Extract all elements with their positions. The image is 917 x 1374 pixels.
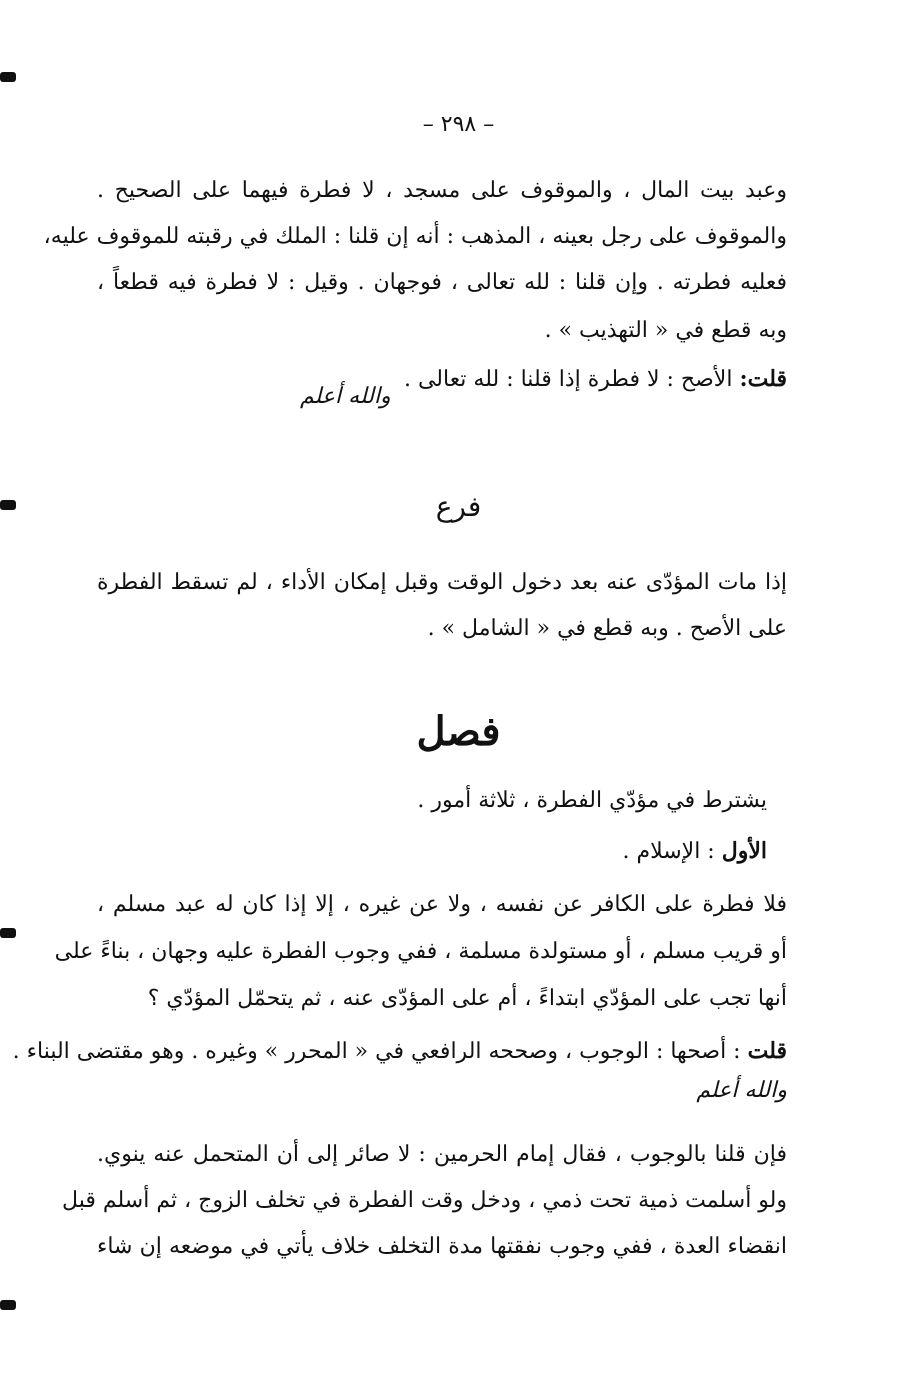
scan-edge-mark bbox=[0, 1300, 16, 1310]
section-heading-fasl: فصل bbox=[416, 708, 501, 755]
section-heading-far3: فرع bbox=[435, 490, 482, 523]
first-text: : الإسلام . bbox=[622, 839, 715, 864]
text-line: وعبد بيت المال ، والموقوف على مسجد ، لا فطرة فيهما على الصحيح . bbox=[97, 178, 787, 203]
qult-line bbox=[12, 1036, 787, 1066]
qult-text: الأصح : لا فطرة إذا قلنا : لله تعالى . bbox=[403, 367, 733, 392]
text-line: والموقوف على رجل بعينه ، المذهب : أنه إن قلنا : الملك في رقبته للموقوف عليه، bbox=[43, 224, 787, 249]
first-condition-line bbox=[77, 836, 767, 866]
text-line: أنها تجب على المؤدّي ابتداءً ، أم على المؤدّى عنه ، ثم يتحمّل المؤدّي ؟ bbox=[147, 986, 787, 1011]
text-line: وبه قطع في « التهذيب » . bbox=[544, 318, 787, 343]
text-line: ولو أسلمت ذمية تحت ذمي ، ودخل وقت الفطرة في تخلف الزوج ، ثم أسلم قبل bbox=[62, 1188, 787, 1213]
first-label: الأول bbox=[721, 838, 767, 864]
page-number: – ٢٩٨ – bbox=[422, 112, 495, 137]
scan-edge-mark bbox=[0, 928, 16, 938]
text-line: على الأصح . وبه قطع في « الشامل » . bbox=[427, 616, 787, 641]
qult-line bbox=[97, 364, 787, 394]
closing-formula: والله أعلم bbox=[300, 384, 391, 409]
text-line: يشترط في مؤدّي الفطرة ، ثلاثة أمور . bbox=[417, 788, 767, 813]
qult-label: قلت: bbox=[739, 366, 787, 392]
qult-label: قلت bbox=[747, 1038, 787, 1064]
closing-formula: والله أعلم bbox=[696, 1078, 787, 1103]
text-line: إذا مات المؤدّى عنه بعد دخول الوقت وقبل إمكان الأداء ، لم تسقط الفطرة bbox=[97, 570, 787, 595]
text-line: انقضاء العدة ، ففي وجوب نفقتها مدة التخلف خلاف يأتي في موضعه إن شاء bbox=[97, 1234, 787, 1259]
text-line: فعليه فطرته . وإن قلنا : لله تعالى ، فوجهان . وقيل : لا فطرة فيه قطعاً ، bbox=[97, 270, 787, 295]
scan-edge-mark bbox=[0, 72, 16, 82]
text-line: فلا فطرة على الكافر عن نفسه ، ولا عن غيره ، إلا إذا كان له عبد مسلم ، bbox=[97, 892, 787, 917]
text-line: أو قريب مسلم ، أو مستولدة مسلمة ، ففي وجوب الفطرة عليه وجهان ، بناءً على bbox=[54, 939, 787, 964]
text-line: فإن قلنا بالوجوب ، فقال إمام الحرمين : لا صائر إلى أن المتحمل عنه ينوي. bbox=[97, 1142, 787, 1167]
qult-text: : أصحها : الوجوب ، وصححه الرافعي في « المحرر » وغيره . وهو مقتضى البناء . bbox=[12, 1039, 741, 1064]
